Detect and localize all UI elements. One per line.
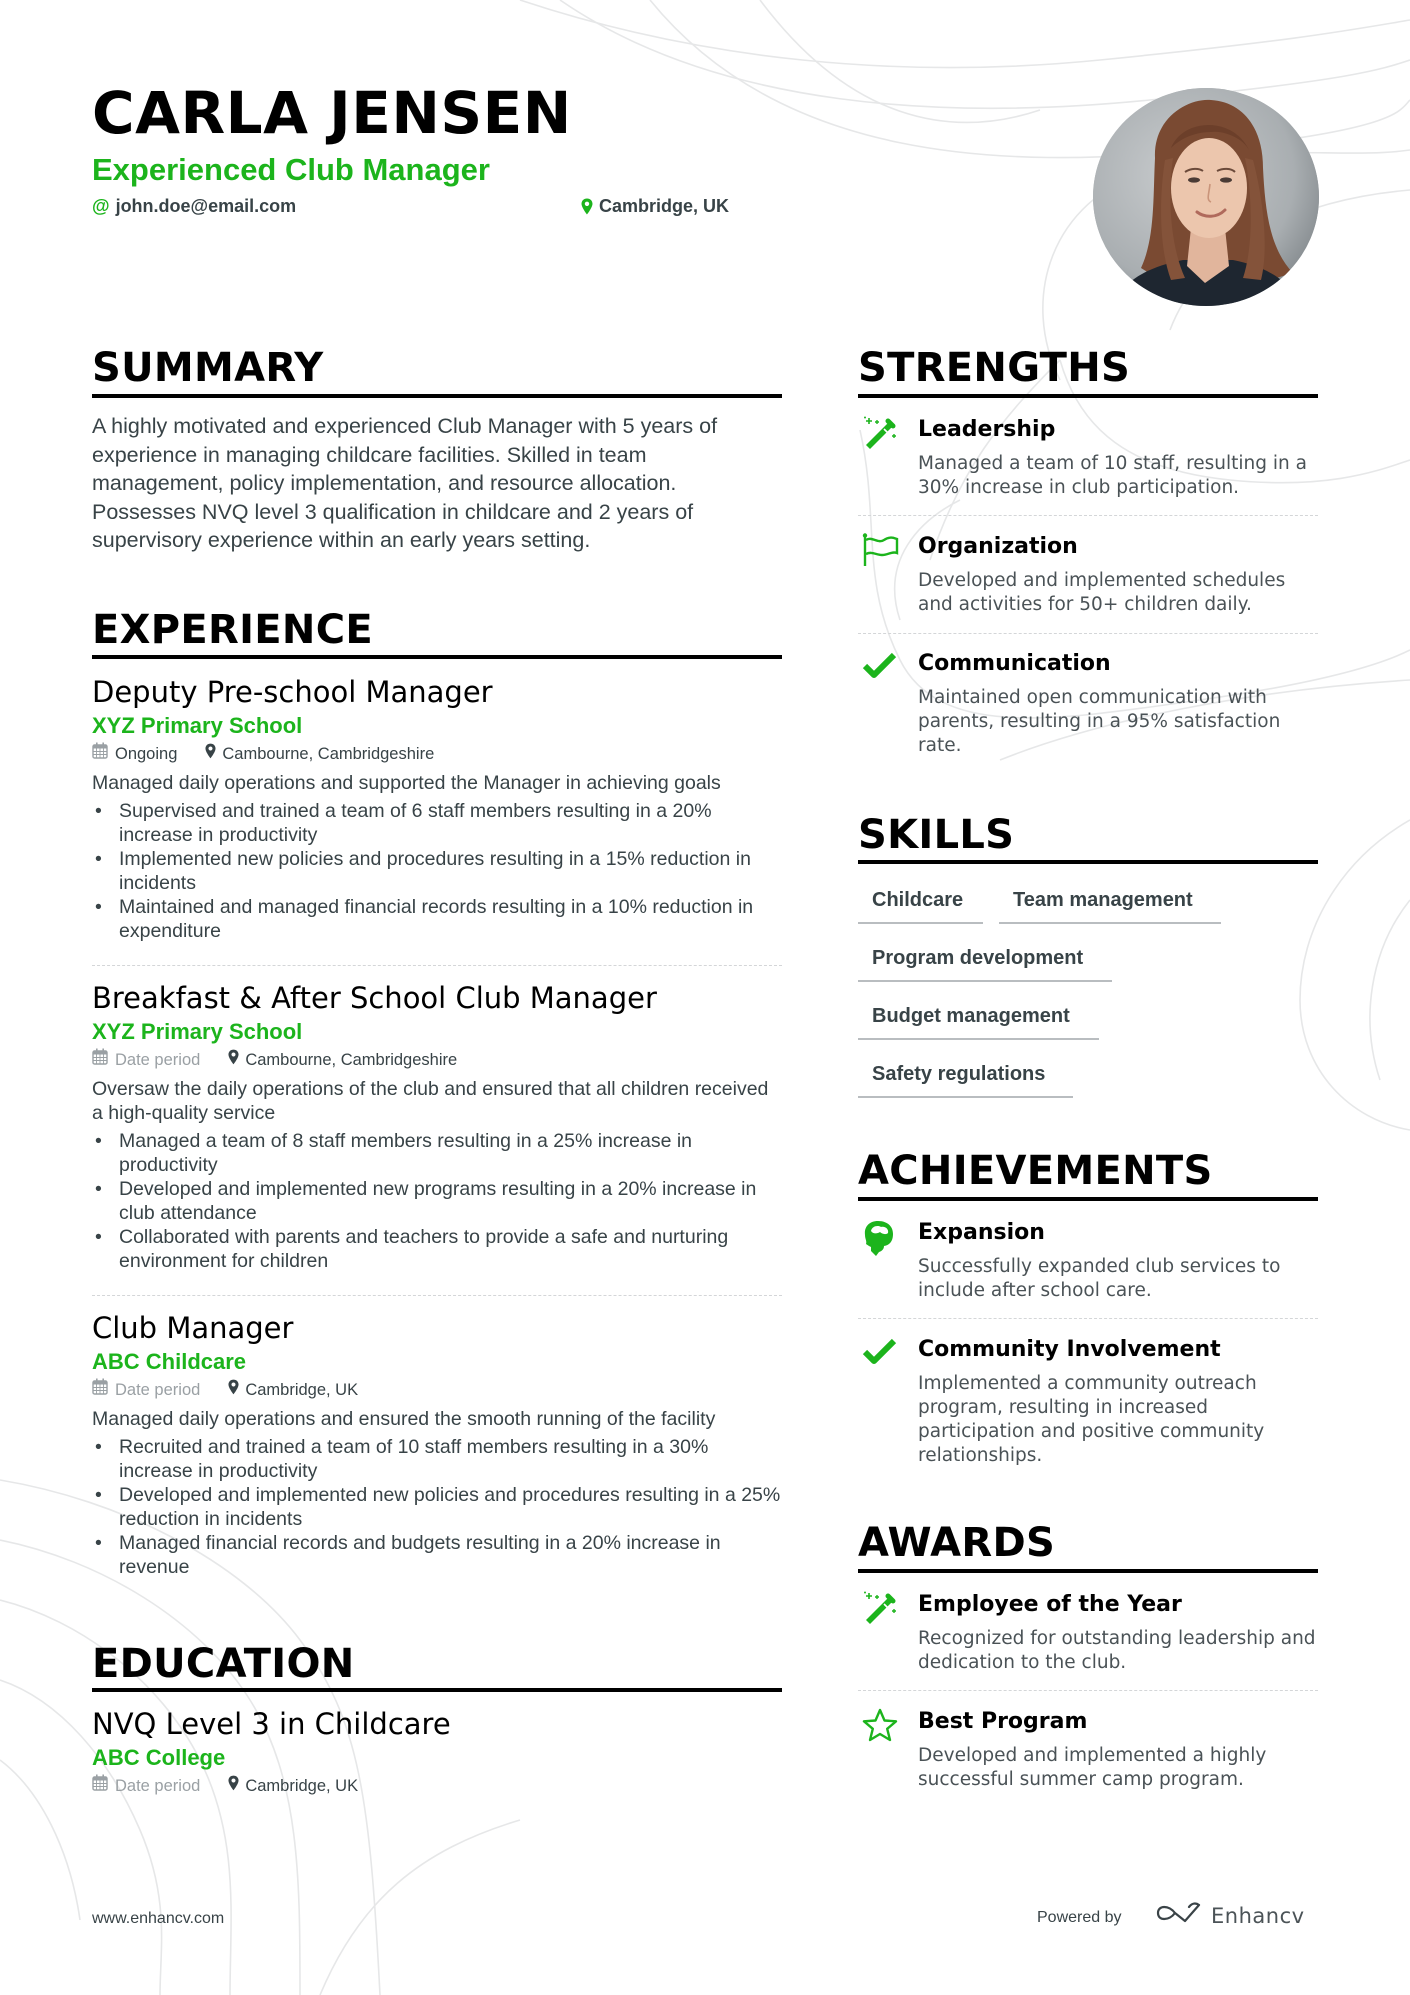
company-name[interactable]: XYZ Primary School [92, 1019, 303, 1044]
strengths-divider [858, 394, 1318, 398]
job-description: Managed daily operations and supported the Manager in achieving goals [92, 772, 721, 794]
entry-separator [92, 1295, 782, 1296]
magic-wand-icon [862, 416, 896, 450]
summary-heading: SUMMARY [92, 345, 324, 391]
company-name[interactable]: XYZ Primary School [92, 713, 303, 738]
achievements-divider [858, 1197, 1318, 1201]
summary-divider [92, 394, 782, 398]
job-bullet: • Developed and implemented new programs resulting in a 20% increase in club attendance [92, 1177, 782, 1225]
item-separator [858, 1318, 1318, 1319]
achievement-description: Implemented a community outreach program, resulting in increased participation and positive community relationships. [918, 1373, 1265, 1466]
job-meta [92, 741, 782, 767]
job-bullet: • Recruited and trained a team of 10 staff members resulting in a 30% increase in productivity [92, 1435, 782, 1483]
strength-title: Communication [918, 651, 1111, 676]
achievement-description: Successfully expanded club services to include after school care. [918, 1256, 1281, 1301]
award-item [858, 1706, 1318, 1796]
calendar-icon [92, 1377, 108, 1403]
contact-location [581, 194, 729, 218]
award-title: Employee of the Year [918, 1592, 1182, 1617]
achievement-title: Expansion [918, 1220, 1045, 1245]
experience-heading: EXPERIENCE [92, 607, 373, 653]
experience-entry [92, 1309, 782, 1579]
at-sign-icon: @ [92, 196, 110, 216]
location-pin-icon [228, 1047, 239, 1073]
head-brain-icon [862, 1219, 896, 1253]
job-location: Cambourne, Cambridgeshire [245, 1051, 458, 1069]
job-location: Cambridge, UK [245, 1381, 359, 1399]
footer-website-link[interactable]: www.enhancv.com [92, 1910, 225, 1927]
skills-heading: SKILLS [858, 812, 1015, 858]
enhancv-logo-icon [1155, 1901, 1203, 1930]
achievements-heading: ACHIEVEMENTS [858, 1148, 1213, 1194]
portrait-illustration [1093, 88, 1319, 306]
calendar-icon [92, 1047, 108, 1073]
enhancv-brand-logo[interactable] [1155, 1901, 1305, 1930]
job-bullet: • Managed financial records and budgets resulting in a 20% increase in revenue [92, 1531, 782, 1579]
school-name[interactable]: ABC College [92, 1745, 226, 1770]
experience-entry [92, 673, 782, 943]
job-date: Date period [115, 1051, 201, 1069]
achievement-item [858, 1217, 1318, 1307]
location-text: Cambridge, UK [599, 196, 730, 216]
skill-tag: Program development [858, 944, 1112, 982]
achievement-item [858, 1334, 1318, 1484]
skill-tag: Safety regulations [858, 1060, 1073, 1098]
job-date: Date period [115, 1381, 201, 1399]
contact-email[interactable] [92, 194, 296, 218]
strength-description: Developed and implemented schedules and activities for 50+ children daily. [918, 570, 1286, 615]
job-bullet: • Maintained and managed financial records resulting in a 10% reduction in expenditure [92, 895, 782, 943]
star-icon [862, 1708, 896, 1742]
strength-description: Managed a team of 10 staff, resulting in a 30% increase in club participation. [918, 453, 1307, 498]
skill-tag: Team management [999, 886, 1221, 924]
award-item [858, 1589, 1318, 1679]
calendar-icon [92, 1773, 108, 1799]
job-bullet: • Collaborated with parents and teachers to provide a safe and nurturing environment for children [92, 1225, 782, 1273]
education-divider [92, 1688, 782, 1692]
strength-item [858, 414, 1318, 504]
summary-text: A highly motivated and experienced Club Manager with 5 years of experience in managing childcare facilities. Skilled in team management, policy implementation, and resource allocation. Possesses NVQ level 3 qualification in childcare and 2 years of supervisory experience within an early years setting. [92, 414, 718, 552]
candidate-name: CARLA JENSEN [92, 79, 572, 147]
powered-by-label: Powered by [1037, 1909, 1122, 1926]
calendar-icon [92, 741, 108, 767]
item-separator [858, 1690, 1318, 1691]
award-description: Recognized for outstanding leadership and dedication to the club. [918, 1628, 1316, 1673]
job-title: Deputy Pre-school Manager [92, 675, 493, 709]
email-text: john.doe@email.com [115, 196, 297, 216]
strength-item [858, 531, 1318, 621]
education-entry [92, 1705, 782, 1799]
job-title: Breakfast & After School Club Manager [92, 981, 657, 1015]
magic-wand-icon [862, 1591, 896, 1625]
location-pin-icon [228, 1773, 239, 1799]
education-date: Date period [115, 1777, 201, 1795]
job-achievements-list [92, 1435, 782, 1579]
education-meta [92, 1773, 782, 1799]
award-description: Developed and implemented a highly successful summer camp program. [918, 1745, 1267, 1790]
skills-divider [858, 860, 1318, 864]
job-date: Ongoing [115, 745, 178, 763]
job-meta [92, 1047, 782, 1073]
job-meta [92, 1377, 782, 1403]
job-achievements-list [92, 1129, 782, 1273]
job-title: Club Manager [92, 1311, 294, 1345]
experience-entry [92, 979, 782, 1273]
entry-separator [92, 965, 782, 966]
job-description: Managed daily operations and ensured the smooth running of the facility [92, 1408, 716, 1430]
experience-divider [92, 655, 782, 659]
location-pin-icon [228, 1377, 239, 1403]
flag-icon [862, 533, 896, 567]
enhancv-brand-name: Enhancv [1211, 1903, 1305, 1928]
skill-tag: Childcare [858, 886, 983, 924]
job-bullet: • Managed a team of 8 staff members resulting in a 25% increase in productivity [92, 1129, 782, 1177]
skill-tag: Budget management [858, 1002, 1099, 1040]
strengths-heading: STRENGTHS [858, 345, 1131, 391]
location-pin-icon [581, 198, 593, 215]
degree-title: NVQ Level 3 in Childcare [92, 1707, 451, 1741]
job-bullet: • Developed and implemented new policies and procedures resulting in a 25% reduction in incidents [92, 1483, 782, 1531]
strength-title: Organization [918, 534, 1078, 559]
profile-photo [1093, 88, 1319, 306]
job-bullet: • Supervised and trained a team of 6 staff members resulting in a 20% increase in productivity [92, 799, 782, 847]
awards-heading: AWARDS [858, 1520, 1056, 1566]
location-pin-icon [205, 741, 216, 767]
job-bullet: • Implemented new policies and procedures resulting in a 15% reduction in incidents [92, 847, 782, 895]
checkmark-icon [862, 650, 896, 684]
item-separator [858, 633, 1318, 634]
candidate-headline: Experienced Club Manager [92, 152, 490, 187]
education-heading: EDUCATION [92, 1641, 355, 1687]
strength-item [858, 648, 1318, 768]
award-title: Best Program [918, 1709, 1088, 1734]
item-separator [858, 515, 1318, 516]
checkmark-icon [862, 1336, 896, 1370]
job-achievements-list [92, 799, 782, 943]
awards-divider [858, 1569, 1318, 1573]
strength-title: Leadership [918, 417, 1056, 442]
company-name[interactable]: ABC Childcare [92, 1349, 247, 1374]
strength-description: Maintained open communication with parents, resulting in a 95% satisfaction rate. [918, 687, 1281, 756]
job-location: Cambourne, Cambridgeshire [222, 745, 435, 763]
job-description: Oversaw the daily operations of the club and ensured that all children received a high-quality service [92, 1078, 769, 1124]
education-location: Cambridge, UK [245, 1777, 359, 1795]
achievement-title: Community Involvement [918, 1337, 1221, 1362]
